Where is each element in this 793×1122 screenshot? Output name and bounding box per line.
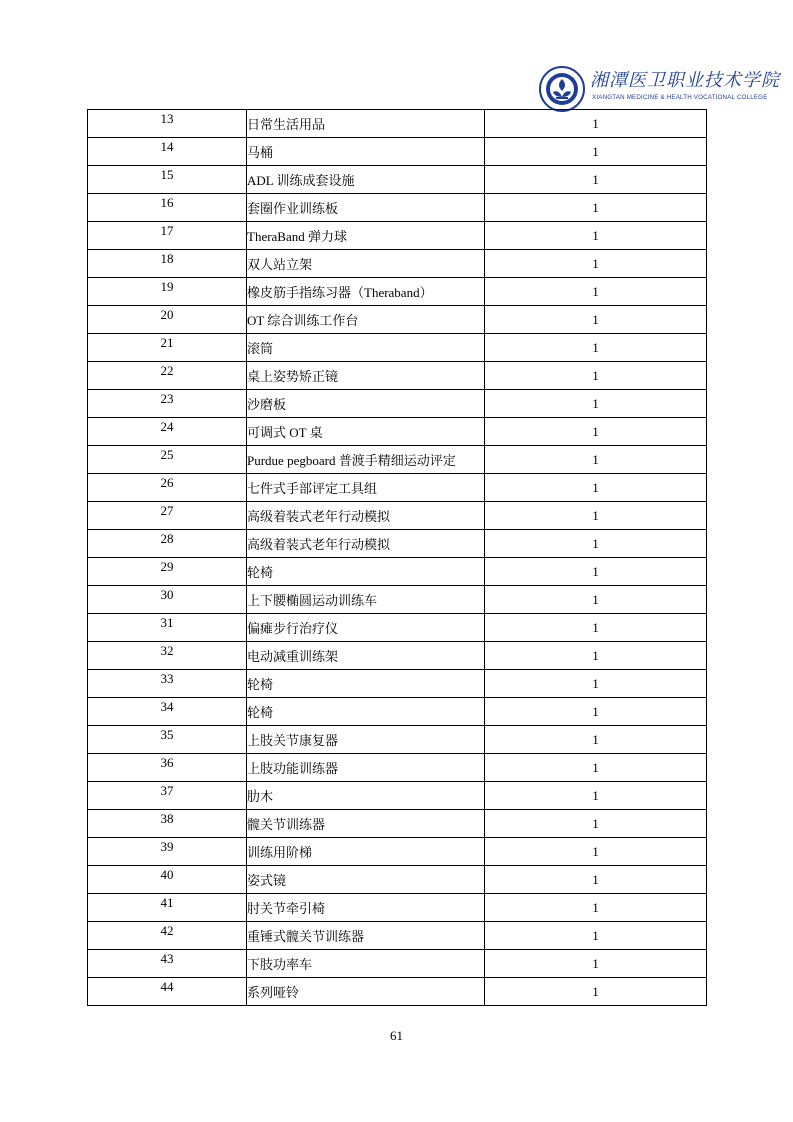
quantity-cell-text: 1 xyxy=(592,955,599,971)
equipment-name-cell xyxy=(247,866,485,894)
equipment-name-cell-text: 姿式镜 xyxy=(247,873,287,888)
quantity-cell xyxy=(485,866,707,894)
equipment-name-cell xyxy=(247,782,485,810)
equipment-name-cell-text: Purdue pegboard 普渡手精细运动评定 xyxy=(247,453,456,468)
equipment-name-cell-text: 双人站立架 xyxy=(247,257,313,272)
row-number-cell-text: 42 xyxy=(160,922,174,938)
row-number-cell xyxy=(88,418,247,446)
quantity-cell xyxy=(485,894,707,922)
quantity-cell-text: 1 xyxy=(592,759,599,775)
equipment-name-cell-text: 高级着装式老年行动模拟 xyxy=(247,537,391,552)
row-number-cell xyxy=(88,250,247,278)
equipment-name-cell xyxy=(247,586,485,614)
table-row xyxy=(88,418,707,446)
equipment-name-cell xyxy=(247,614,485,642)
equipment-name-cell xyxy=(247,642,485,670)
quantity-cell xyxy=(485,782,707,810)
row-number-cell xyxy=(88,390,247,418)
table-row xyxy=(88,334,707,362)
quantity-cell-text: 1 xyxy=(592,283,599,299)
quantity-cell-text: 1 xyxy=(592,899,599,915)
equipment-name-cell xyxy=(247,362,485,390)
row-number-cell xyxy=(88,446,247,474)
quantity-cell-text: 1 xyxy=(592,647,599,663)
row-number-cell-text: 26 xyxy=(160,474,174,490)
equipment-name-cell-text: 橡皮筋手指练习器（Theraband） xyxy=(247,285,433,300)
table-row xyxy=(88,166,707,194)
equipment-name-cell-text: 训练用阶梯 xyxy=(247,845,313,860)
equipment-name-cell xyxy=(247,558,485,586)
table-row xyxy=(88,978,707,1006)
quantity-cell xyxy=(485,250,707,278)
quantity-cell xyxy=(485,754,707,782)
equipment-name-cell xyxy=(247,810,485,838)
equipment-name-cell-text: OT 综合训练工作台 xyxy=(247,313,359,328)
equipment-name-cell xyxy=(247,726,485,754)
equipment-name-cell-text: 电动减重训练架 xyxy=(247,649,339,664)
equipment-name-cell-text: 轮椅 xyxy=(247,565,274,580)
equipment-name-cell-text: 滚筒 xyxy=(247,341,274,356)
quantity-cell xyxy=(485,362,707,390)
row-number-cell xyxy=(88,698,247,726)
table-row xyxy=(88,838,707,866)
equipment-name-cell-text: 上下腰椭圆运动训练车 xyxy=(247,593,378,608)
equipment-name-cell-text: 偏瘫步行治疗仪 xyxy=(247,621,339,636)
equipment-name-cell-text: 上肢关节康复器 xyxy=(247,733,339,748)
quantity-cell xyxy=(485,670,707,698)
row-number-cell-text: 13 xyxy=(160,110,174,126)
quantity-cell-text: 1 xyxy=(592,871,599,887)
equipment-name-cell xyxy=(247,250,485,278)
table-row xyxy=(88,306,707,334)
row-number-cell xyxy=(88,614,247,642)
quantity-cell xyxy=(485,614,707,642)
row-number-cell-text: 32 xyxy=(160,642,174,658)
quantity-cell-text: 1 xyxy=(592,367,599,383)
equipment-name-cell xyxy=(247,754,485,782)
equipment-name-cell xyxy=(247,166,485,194)
row-number-cell-text: 21 xyxy=(160,334,174,350)
college-emblem-icon xyxy=(539,66,585,112)
equipment-name-cell-text: 高级着装式老年行动模拟 xyxy=(247,509,391,524)
row-number-cell-text: 33 xyxy=(160,670,174,686)
quantity-cell-text: 1 xyxy=(592,227,599,243)
table-row xyxy=(88,866,707,894)
college-name-en: XIANGTAN MEDICINE & HEALTH VOCATIONAL COLLEGE xyxy=(592,94,768,101)
quantity-cell xyxy=(485,278,707,306)
quantity-cell-text: 1 xyxy=(592,619,599,635)
row-number-cell-text: 15 xyxy=(160,166,174,182)
quantity-cell xyxy=(485,950,707,978)
quantity-cell xyxy=(485,838,707,866)
row-number-cell-text: 20 xyxy=(160,306,174,322)
row-number-cell xyxy=(88,866,247,894)
row-number-cell xyxy=(88,838,247,866)
row-number-cell xyxy=(88,530,247,558)
equipment-name-cell xyxy=(247,950,485,978)
equipment-name-cell xyxy=(247,838,485,866)
row-number-cell-text: 41 xyxy=(160,894,174,910)
equipment-name-cell xyxy=(247,474,485,502)
quantity-cell xyxy=(485,418,707,446)
row-number-cell xyxy=(88,222,247,250)
row-number-cell xyxy=(88,278,247,306)
quantity-cell-text: 1 xyxy=(592,479,599,495)
equipment-table-body xyxy=(88,110,707,1006)
equipment-name-cell-text: 轮椅 xyxy=(247,705,274,720)
row-number-cell xyxy=(88,670,247,698)
row-number-cell-text: 25 xyxy=(160,446,174,462)
college-name-cn: 湘潭医卫职业技术学院 xyxy=(590,70,780,91)
row-number-cell-text: 36 xyxy=(160,754,174,770)
row-number-cell xyxy=(88,138,247,166)
equipment-name-cell-text: 马桶 xyxy=(247,145,274,160)
equipment-name-cell xyxy=(247,922,485,950)
equipment-name-cell xyxy=(247,446,485,474)
row-number-cell-text: 14 xyxy=(160,138,174,154)
row-number-cell-text: 27 xyxy=(160,502,174,518)
quantity-cell-text: 1 xyxy=(592,395,599,411)
row-number-cell xyxy=(88,642,247,670)
table-row xyxy=(88,670,707,698)
row-number-cell xyxy=(88,110,247,138)
equipment-name-cell-text: 套圈作业训练板 xyxy=(247,201,339,216)
row-number-cell-text: 17 xyxy=(160,222,174,238)
quantity-cell xyxy=(485,166,707,194)
equipment-name-cell xyxy=(247,502,485,530)
row-number-cell-text: 38 xyxy=(160,810,174,826)
table-row xyxy=(88,194,707,222)
row-number-cell xyxy=(88,194,247,222)
equipment-table xyxy=(87,109,707,1006)
equipment-name-cell xyxy=(247,390,485,418)
table-row xyxy=(88,530,707,558)
equipment-name-cell-text: 轮椅 xyxy=(247,677,274,692)
quantity-cell xyxy=(485,110,707,138)
quantity-cell xyxy=(485,530,707,558)
quantity-cell-text: 1 xyxy=(592,703,599,719)
table-row xyxy=(88,726,707,754)
equipment-name-cell xyxy=(247,698,485,726)
quantity-cell-text: 1 xyxy=(592,731,599,747)
row-number-cell xyxy=(88,166,247,194)
equipment-name-cell-text: 系列哑铃 xyxy=(247,985,300,1000)
quantity-cell xyxy=(485,222,707,250)
quantity-cell-text: 1 xyxy=(592,339,599,355)
row-number-cell-text: 39 xyxy=(160,838,174,854)
quantity-cell xyxy=(485,726,707,754)
equipment-name-cell xyxy=(247,306,485,334)
equipment-name-cell xyxy=(247,894,485,922)
quantity-cell-text: 1 xyxy=(592,787,599,803)
equipment-name-cell xyxy=(247,978,485,1006)
row-number-cell-text: 31 xyxy=(160,614,174,630)
equipment-name-cell-text: 可调式 OT 桌 xyxy=(247,425,323,440)
equipment-name-cell-text: 日常生活用品 xyxy=(247,117,326,132)
row-number-cell-text: 24 xyxy=(160,418,174,434)
row-number-cell-text: 23 xyxy=(160,390,174,406)
quantity-cell xyxy=(485,474,707,502)
row-number-cell-text: 18 xyxy=(160,250,174,266)
quantity-cell-text: 1 xyxy=(592,255,599,271)
table-row xyxy=(88,950,707,978)
quantity-cell-text: 1 xyxy=(592,115,599,131)
row-number-cell xyxy=(88,894,247,922)
table-row xyxy=(88,698,707,726)
row-number-cell xyxy=(88,754,247,782)
table-row xyxy=(88,558,707,586)
quantity-cell-text: 1 xyxy=(592,591,599,607)
row-number-cell-text: 19 xyxy=(160,278,174,294)
quantity-cell-text: 1 xyxy=(592,451,599,467)
quantity-cell xyxy=(485,306,707,334)
equipment-name-cell-text: 沙磨板 xyxy=(247,397,287,412)
table-row xyxy=(88,278,707,306)
equipment-name-cell-text: 桌上姿势矫正镜 xyxy=(247,369,339,384)
table-row xyxy=(88,362,707,390)
quantity-cell-text: 1 xyxy=(592,983,599,999)
row-number-cell xyxy=(88,474,247,502)
table-row xyxy=(88,922,707,950)
row-number-cell-text: 28 xyxy=(160,530,174,546)
row-number-cell xyxy=(88,726,247,754)
equipment-name-cell-text: 七件式手部评定工具组 xyxy=(247,481,378,496)
table-row xyxy=(88,502,707,530)
row-number-cell xyxy=(88,334,247,362)
quantity-cell xyxy=(485,334,707,362)
row-number-cell-text: 16 xyxy=(160,194,174,210)
row-number-cell-text: 43 xyxy=(160,950,174,966)
quantity-cell-text: 1 xyxy=(592,927,599,943)
equipment-name-cell-text: 髋关节训练器 xyxy=(247,817,326,832)
row-number-cell xyxy=(88,978,247,1006)
quantity-cell xyxy=(485,390,707,418)
equipment-name-cell xyxy=(247,110,485,138)
table-row xyxy=(88,250,707,278)
row-number-cell xyxy=(88,558,247,586)
quantity-cell xyxy=(485,978,707,1006)
row-number-cell xyxy=(88,362,247,390)
quantity-cell xyxy=(485,558,707,586)
table-row xyxy=(88,754,707,782)
row-number-cell-text: 37 xyxy=(160,782,174,798)
row-number-cell xyxy=(88,810,247,838)
equipment-name-cell-text: TheraBand 弹力球 xyxy=(247,229,348,244)
equipment-name-cell xyxy=(247,138,485,166)
quantity-cell-text: 1 xyxy=(592,311,599,327)
quantity-cell-text: 1 xyxy=(592,423,599,439)
equipment-name-cell xyxy=(247,278,485,306)
equipment-name-cell xyxy=(247,530,485,558)
quantity-cell-text: 1 xyxy=(592,815,599,831)
row-number-cell-text: 22 xyxy=(160,362,174,378)
equipment-name-cell-text: 上肢功能训练器 xyxy=(247,761,339,776)
quantity-cell-text: 1 xyxy=(592,143,599,159)
quantity-cell xyxy=(485,810,707,838)
equipment-name-cell-text: 重锤式髋关节训练器 xyxy=(247,929,365,944)
table-row xyxy=(88,782,707,810)
table-row xyxy=(88,810,707,838)
table-row xyxy=(88,222,707,250)
quantity-cell-text: 1 xyxy=(592,675,599,691)
row-number-cell xyxy=(88,586,247,614)
table-row xyxy=(88,474,707,502)
quantity-cell-text: 1 xyxy=(592,843,599,859)
college-logo xyxy=(535,64,780,112)
table-row xyxy=(88,614,707,642)
quantity-cell xyxy=(485,502,707,530)
row-number-cell xyxy=(88,502,247,530)
quantity-cell-text: 1 xyxy=(592,563,599,579)
quantity-cell xyxy=(485,194,707,222)
table-row xyxy=(88,586,707,614)
quantity-cell xyxy=(485,922,707,950)
equipment-name-cell-text: 下肢功率车 xyxy=(247,957,313,972)
row-number-cell-text: 30 xyxy=(160,586,174,602)
quantity-cell xyxy=(485,138,707,166)
row-number-cell-text: 34 xyxy=(160,698,174,714)
equipment-name-cell xyxy=(247,222,485,250)
equipment-name-cell xyxy=(247,418,485,446)
row-number-cell-text: 44 xyxy=(160,978,174,994)
equipment-name-cell xyxy=(247,194,485,222)
table-row xyxy=(88,894,707,922)
equipment-name-cell-text: ADL 训练成套设施 xyxy=(247,173,355,188)
equipment-name-cell xyxy=(247,670,485,698)
table-row xyxy=(88,138,707,166)
page-number: 61 xyxy=(390,1028,403,1043)
table-row xyxy=(88,390,707,418)
quantity-cell xyxy=(485,446,707,474)
quantity-cell-text: 1 xyxy=(592,507,599,523)
equipment-name-cell-text: 肘关节牵引椅 xyxy=(247,901,326,916)
row-number-cell xyxy=(88,306,247,334)
quantity-cell-text: 1 xyxy=(592,171,599,187)
row-number-cell-text: 29 xyxy=(160,558,174,574)
table-row xyxy=(88,642,707,670)
row-number-cell xyxy=(88,950,247,978)
row-number-cell xyxy=(88,782,247,810)
quantity-cell xyxy=(485,698,707,726)
table-row xyxy=(88,110,707,138)
quantity-cell xyxy=(485,642,707,670)
table-row xyxy=(88,446,707,474)
row-number-cell-text: 40 xyxy=(160,866,174,882)
equipment-name-cell xyxy=(247,334,485,362)
quantity-cell-text: 1 xyxy=(592,199,599,215)
quantity-cell xyxy=(485,586,707,614)
row-number-cell-text: 35 xyxy=(160,726,174,742)
equipment-name-cell-text: 肋木 xyxy=(247,789,274,804)
row-number-cell xyxy=(88,922,247,950)
quantity-cell-text: 1 xyxy=(592,535,599,551)
